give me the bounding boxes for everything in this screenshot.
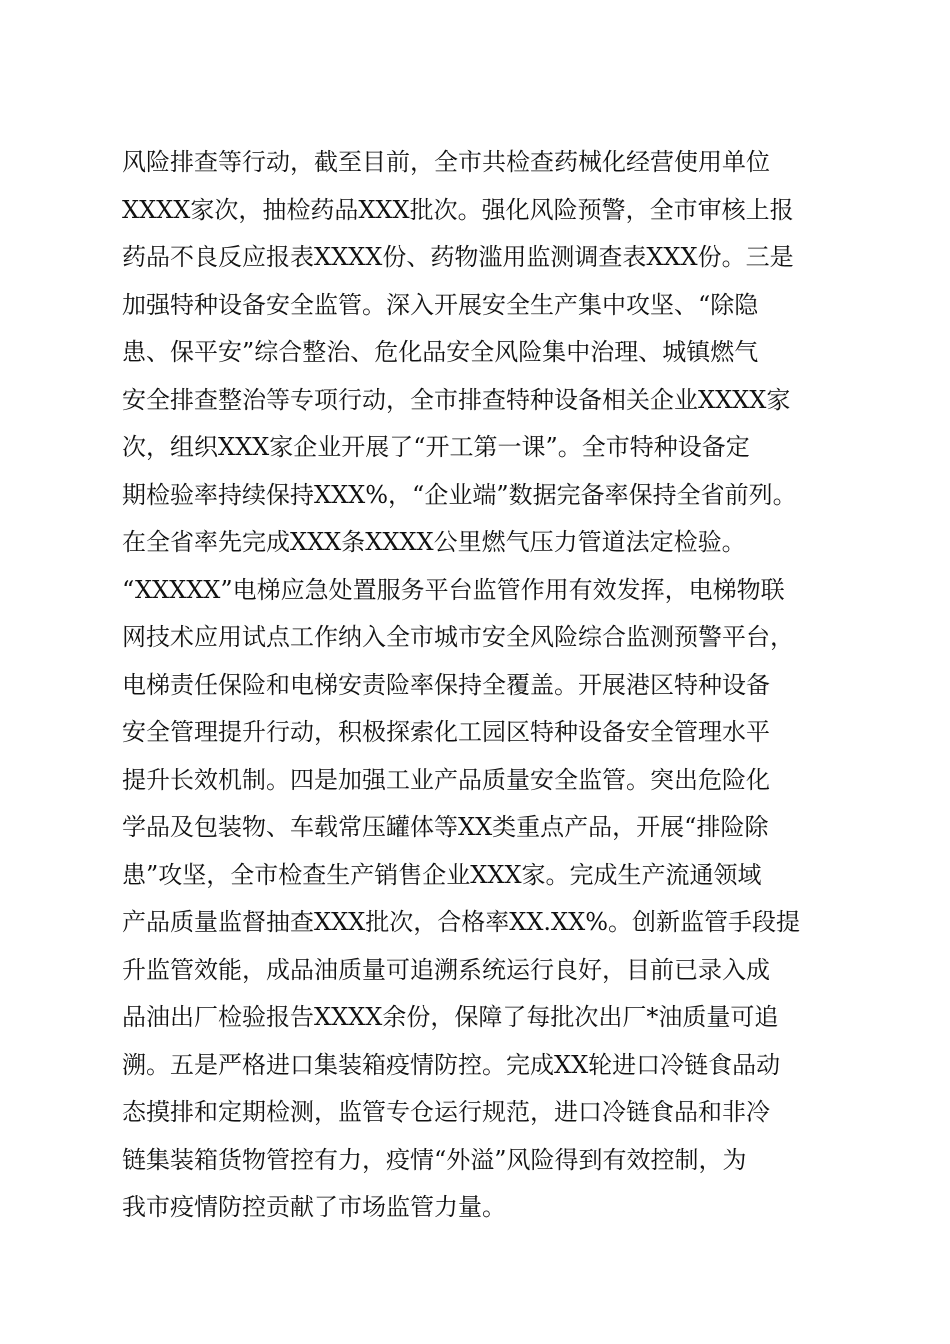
text-line: 升监管效能，成品油质量可追溯系统运行良好，目前已录入成	[122, 955, 770, 984]
text-line: 药品不良反应报表XXXX份、药物滥用监测调查表XXX份。三是	[122, 243, 794, 271]
text-line: 期检验率持续保持XXX%，“企业端”数据完备率保持全省前列。	[122, 480, 797, 509]
text-line: 学品及包装物、车载常压罐体等XX类重点产品，开展“排险除	[122, 813, 769, 841]
text-line: 态摸排和定期检测，监管专仓运行规范，进口冷链食品和非冷	[122, 1098, 770, 1126]
text-line: 加强特种设备安全监管。深入开展安全生产集中攻坚、“除隐	[122, 290, 759, 319]
text-line: 产品质量监督抽查XXX批次，合格率XX.XX%。创新监管手段提	[122, 908, 801, 936]
text-line: 风险排查等行动，截至目前，全市共检查药械化经营使用单位	[122, 148, 770, 176]
text-line: 在全省率先完成XXX条XXXX公里燃气压力管道法定检验。	[122, 528, 746, 556]
text-line: 溯。五是严格进口集装箱疫情防控。完成XX轮进口冷链食品动	[122, 1050, 781, 1079]
text-line: 患、保平安”综合整治、危化品安全风险集中治理、城镇燃气	[122, 338, 759, 366]
text-line: 电梯责任保险和电梯安责险率保持全覆盖。开展港区特种设备	[122, 670, 770, 699]
text-line: 品油出厂检验报告XXXX余份，保障了每批次出厂*油质量可追	[122, 1003, 779, 1031]
text-line: 网技术应用试点工作纳入全市城市安全风险综合监测预警平台，	[122, 623, 794, 651]
text-line: 我市疫情防控贡献了市场监管力量。	[122, 1193, 506, 1221]
text-line: 次，组织XXX家企业开展了“开工第一课”。全市特种设备定	[122, 433, 750, 461]
text-line: 患”攻坚，全市检查生产销售企业XXX家。完成生产流通领域	[122, 860, 762, 889]
body-paragraph	[122, 139, 834, 1232]
text-line: 链集装箱货物管控有力，疫情“外溢”风险得到有效控制，为	[122, 1145, 747, 1174]
text-line: XXXX家次，抽检药品XXX批次。强化风险预警，全市审核上报	[122, 195, 794, 224]
text-line: 提升长效机制。四是加强工业产品质量安全监管。突出危险化	[122, 765, 770, 794]
text-line: 安全排查整治等专项行动，全市排查特种设备相关企业XXXX家	[122, 385, 791, 414]
text-line: 安全管理提升行动，积极探索化工园区特种设备安全管理水平	[122, 718, 770, 746]
text-line: “XXXXX”电梯应急处置服务平台监管作用有效发挥，电梯物联	[122, 575, 785, 604]
